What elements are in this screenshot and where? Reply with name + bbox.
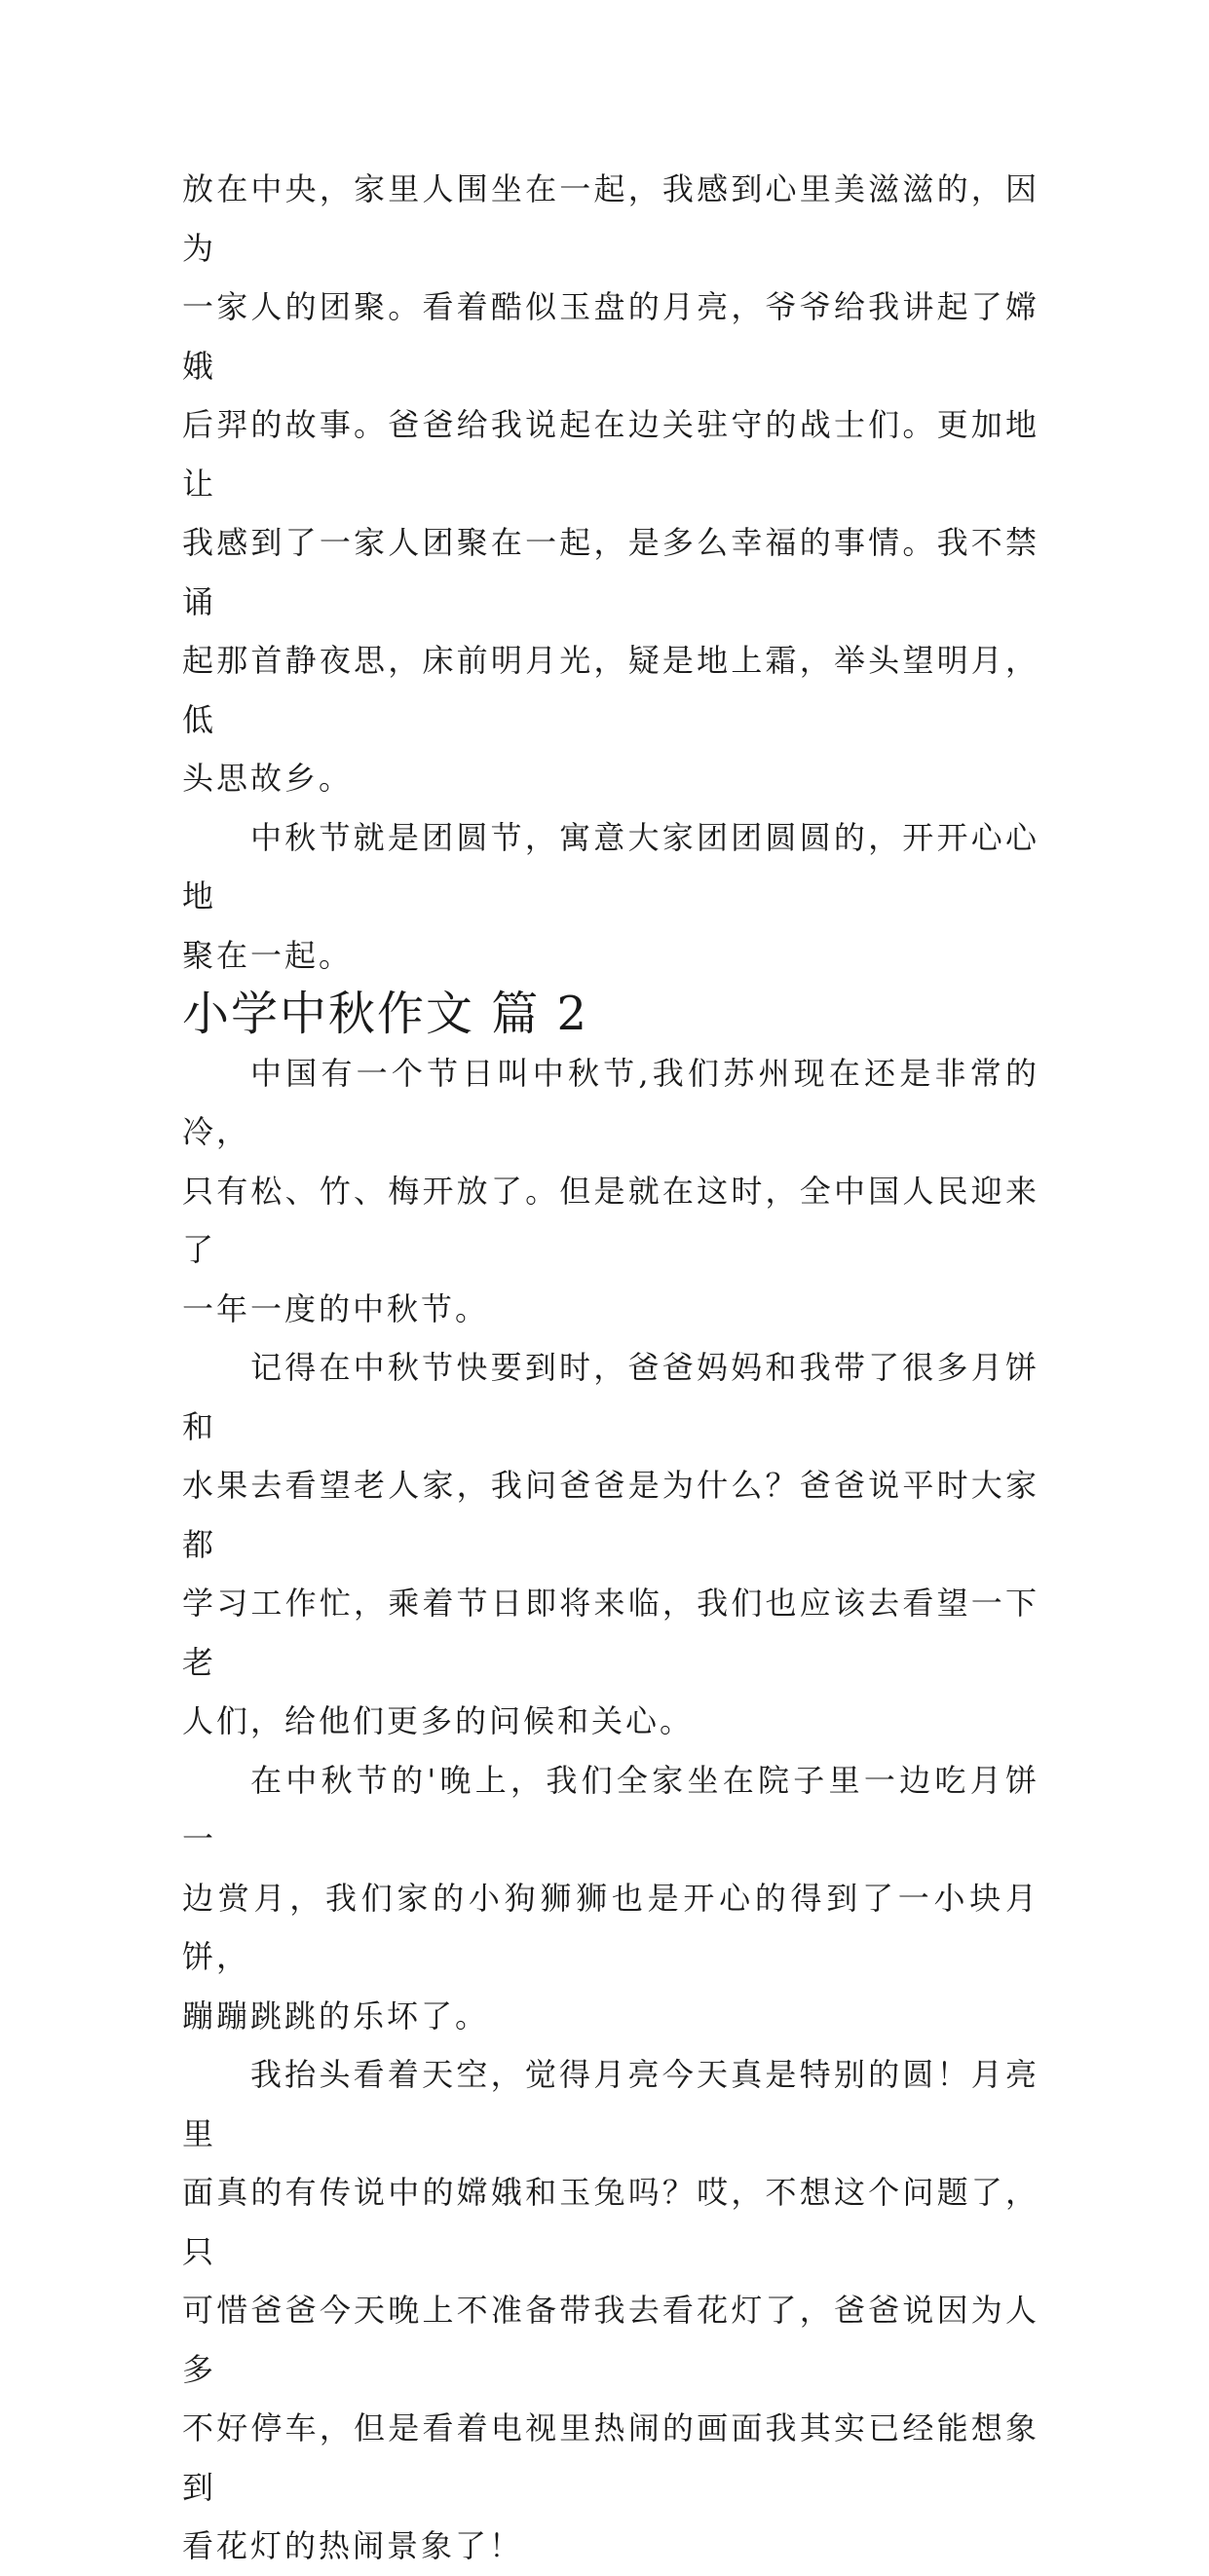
paragraph-evening-moon: 在中秋节的'晚上，我们全家坐在院子里一边吃月饼一 边赏月，我们家的小狗狮狮也是开心的得到了一小块月饼， 蹦蹦跳跳的乐坏了。 — [182, 1761, 1039, 2035]
paragraph-visit-elders: 记得在中秋节快要到时，爸爸妈妈和我带了很多月饼和 水果去看望老人家，我问爸爸是为什么？爸爸说平时大家都 学习工作忙，乘着节日即将来临，我们也应该去看望一下老 人们，给他们更多的问候和关心。 — [182, 1349, 1039, 1739]
paragraph-continued: 放在中央，家里人围坐在一起，我感到心里美滋滋的，因为 一家人的团聚。看着酷似玉盘的月亮，爷爷给我讲起了嫦娥 后羿的故事。爸爸给我说起在边关驻守的战士们。更加地让 我感到了一家人团聚在一起，是多么幸福的事情。我不禁诵 起那首静夜思，床前明月光，疑是地上霜，举头望明月，低 头思故乡。 — [182, 170, 1039, 797]
paragraph-mid-autumn-reunion: 中秋节就是团圆节，寓意大家团团圆圆的，开开心心地 聚在一起。 — [182, 818, 1039, 974]
document-body — [182, 160, 1039, 2576]
section-heading: 小学中秋作文 篇 2 — [182, 987, 589, 1041]
paragraph-festival-intro: 中国有一个节日叫中秋节,我们苏州现在还是非常的冷， 只有松、竹、梅开放了。但是就在这时，全中国人民迎来了 一年一度的中秋节。 — [182, 1054, 1039, 1327]
paragraph-looking-at-sky: 我抬头看着天空，觉得月亮今天真是特别的圆！月亮里 面真的有传说中的嫦娥和玉兔吗？哎，不想这个问题了，只 可惜爸爸今天晚上不准备带我去看花灯了，爸爸说因为人多 不好停车，但是看着电视里热闹的画面我其实已经能想象到 看花灯的热闹景象了！ — [182, 2056, 1039, 2564]
